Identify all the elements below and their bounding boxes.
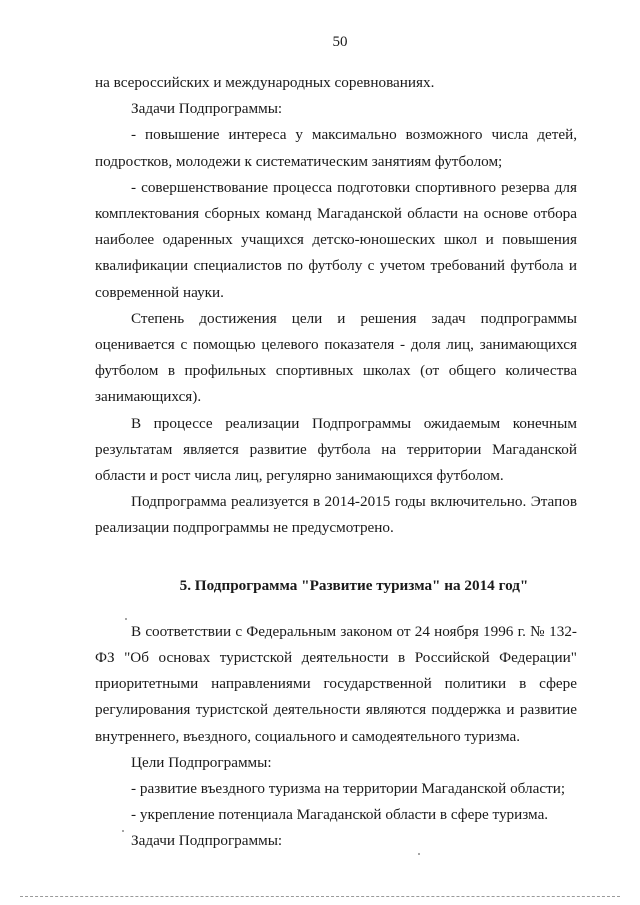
paragraph-task-reserve: - совершенствование процесса подготовки спортивного резерва для комплектования сборных команд Магаданской области на основе отбора наиболее одаренных учащихся детско-юношеских школ и повышения квалификации специалистов по футболу с учетом требований футбола и современной науки. — [95, 178, 577, 301]
paragraph-task-interest: - повышение интереса у максимально возможного числа детей, подростков, молодежи к систематическим занятиям футболом; — [95, 126, 577, 170]
scan-speck — [125, 618, 127, 620]
paragraph-expected-results: В процессе реализации Подпрограммы ожидаемым конечным результатам является развитие футбола на территории Магаданской области и рост числа лиц, регулярно занимающихся футболом. — [95, 414, 577, 485]
document-body — [95, 70, 577, 855]
paragraph-continuation: на всероссийских и международных соревнованиях. — [95, 74, 435, 91]
paragraph-goal-inbound-tourism: - развитие въездного туризма на территории Магаданской области; — [131, 780, 566, 798]
paragraph-goals-heading: Цели Подпрограммы: — [131, 753, 272, 771]
paragraph-goal-potential: - укрепление потенциала Магаданской области в сфере туризма. — [131, 806, 549, 824]
paragraph-implementation-period: Подпрограмма реализуется в 2014-2015 годы включительно. Этапов реализации подпрограммы не предусмотрено. — [95, 493, 577, 537]
paragraph-indicator: Степень достижения цели и решения задач подпрограммы оценивается с помощью целевого показателя - доля лиц, занимающихся футболом в профильных спортивных школах (от общего количества занимающихся). — [95, 309, 577, 406]
paragraph-federal-law: В соответствии с Федеральным законом от 24 ноября 1996 г. № 132-ФЗ "Об основах туристской деятельности в Российской Федерации" приоритетными направлениями государственной политики в сфере регулирования туристской деятельности являются поддержка и развитие внутреннего, въездного, социального и самодеятельного туризма. — [95, 622, 577, 745]
paragraph-tasks-heading: Задачи Подпрограммы: — [131, 100, 283, 118]
scan-speck — [418, 853, 420, 855]
scan-speck — [122, 830, 124, 832]
bottom-edge-rule — [20, 896, 620, 897]
section-heading: 5. Подпрограмма "Развитие туризма" на 2014 год" — [179, 576, 529, 594]
page-number: 50 — [332, 34, 348, 50]
paragraph-tasks-heading-2: Задачи Подпрограммы: — [131, 832, 283, 850]
